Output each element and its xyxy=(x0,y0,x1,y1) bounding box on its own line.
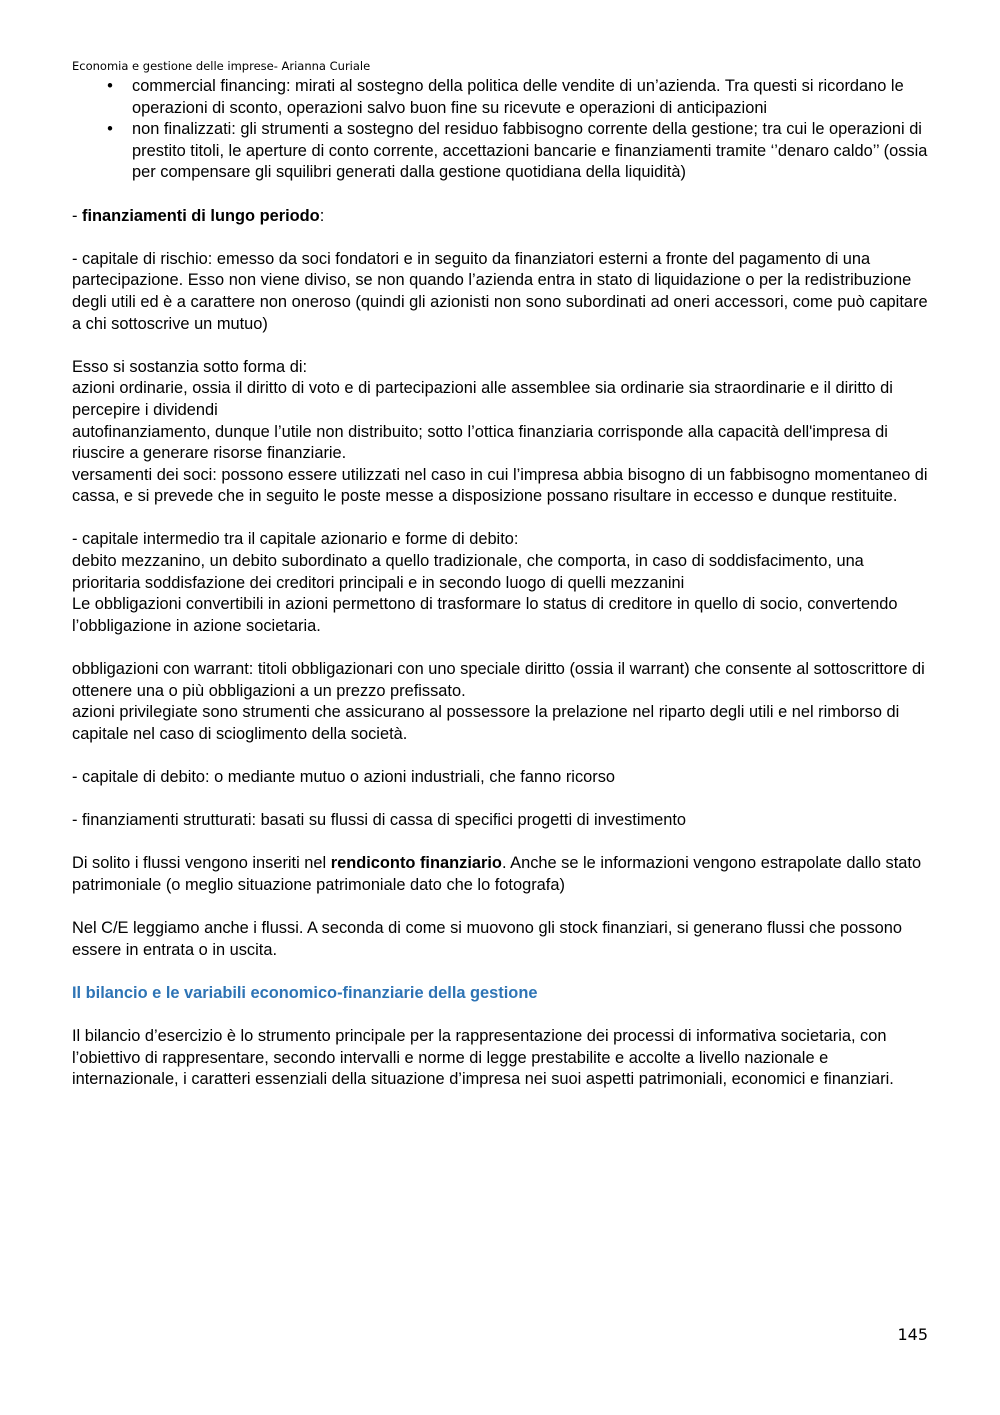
colon-suffix: : xyxy=(319,206,325,225)
bullet-list xyxy=(72,76,932,184)
rendiconto-paragraph xyxy=(72,853,932,896)
autofinanziamento-paragraph: autofinanziamento, dunque l’utile non distribuito; sotto l’ottica finanziaria corrisponde alla capacità dell'impresa di riuscire a generare risorse finanziarie. xyxy=(72,422,888,463)
lungo-periodo-bold: finanziamenti di lungo periodo xyxy=(82,206,320,225)
page-header: Economia e gestione delle imprese- Arianna Curiale xyxy=(72,59,371,73)
bullet-dot-icon: • xyxy=(107,120,113,139)
rendiconto-after: . Anche se le informazioni vengono estrapolate dallo stato patrimoniale (o meglio situazione patrimoniale dato che lo fotografa) xyxy=(72,854,922,894)
azioni-ordinarie-paragraph: azioni ordinarie, ossia il diritto di voto e di partecipazioni alle assemblee sia ordinarie sia straordinarie e il diritto di percepire i dividendi xyxy=(72,379,893,419)
section-heading: Il bilancio e le variabili economico-finanziarie della gestione xyxy=(72,983,538,1002)
page-number: 145 xyxy=(897,1325,928,1344)
list-item xyxy=(72,119,932,184)
forme-intro: Esso si sostanzia sotto forma di: xyxy=(72,357,308,376)
convertibili-paragraph: Le obbligazioni convertibili in azioni permettono di trasformare lo status di creditore in quello di socio, convertendo l’obbligazione in azione societaria. xyxy=(72,595,898,635)
dash-prefix: - xyxy=(72,206,83,225)
rendiconto-before: Di solito i flussi vengono inseriti nel xyxy=(72,854,331,873)
lungo-periodo-line xyxy=(72,206,932,228)
page-content xyxy=(72,76,932,1091)
list-item-text: non finalizzati: gli strumenti a sostegno del residuo fabbisogno corrente della gestione; tra cui le operazioni di prestito titoli, le aperture di conto corrente, accettazioni bancarie e finanziamenti tramite ‘’denaro caldo’’ (ossia per compensare gli squilibri generati dalla gestione quotidiana della liquidità) xyxy=(132,120,928,182)
bullet-dot-icon: • xyxy=(107,77,113,95)
rendiconto-bold: rendiconto finanziario xyxy=(330,854,502,873)
privilegiate-paragraph: azioni privilegiate sono strumenti che assicurano al possessore la prelazione nel riparto degli utili e nel rimborso di capitale nel caso di scioglimento della società. xyxy=(72,703,900,743)
ce-paragraph: Nel C/E leggiamo anche i flussi. A seconda di come si muovono gli stock finanziari, si generano flussi che possono essere in entrata o in uscita. xyxy=(72,919,902,959)
list-item xyxy=(72,76,932,119)
capitale-rischio-paragraph: - capitale di rischio: emesso da soci fondatori e in seguito da finanziatori esterni a fronte del pagamento di una partecipazione. Esso non viene diviso, se non quando l’azienda entra in stato di liquidazione o per la redistribuzione degli utili ed è a carattere non oneroso (quindi gli azionisti non sono subordinati ad oneri accessori, come può capitare a chi sottoscrive un mutuo) xyxy=(72,249,928,333)
mezzanino-paragraph: debito mezzanino, un debito subordinato a quello tradizionale, che comporta, in caso di soddisfacimento, una prioritaria soddisfazione dei creditori principali e in secondo luogo di quelli mezzanini xyxy=(72,552,864,592)
versamenti-paragraph: versamenti dei soci: possono essere utilizzati nel caso in cui l’impresa abbia bisogno di un fabbisogno momentaneo di cassa, e si prevede che in seguito le poste messe a disposizione possano risultare in eccesso e dunque restituite. xyxy=(72,465,928,506)
strutturati-line: - finanziamenti strutturati: basati su flussi di cassa di specifici progetti di investimento xyxy=(72,811,687,830)
capitale-debito-line: - capitale di debito: o mediante mutuo o azioni industriali, che fanno ricorso xyxy=(72,768,616,786)
warrant-paragraph: obbligazioni con warrant: titoli obbligazionari con uno speciale diritto (ossia il warrant) che consente al sottoscrittore di ottenere una o più obbligazioni a un prezzo prefissato. xyxy=(72,660,925,700)
list-item-text: commercial financing: mirati al sostegno della politica delle vendite di un’azienda. Tra questi si ricordano le operazioni di sconto, operazioni salvo buon fine su ricevute e operazioni di anticipazioni xyxy=(132,77,904,117)
bilancio-paragraph: Il bilancio d’esercizio è lo strumento principale per la rappresentazione dei processi di informativa societaria, con l’obiettivo di rappresentare, secondo intervalli e norme di legge prestabilite e accolte a livello nazionale e internazionale, i caratteri essenziali della situazione d’impresa nei suoi aspetti patrimoniali, economici e finanziari. xyxy=(72,1027,894,1089)
intermedio-title: - capitale intermedio tra il capitale azionario e forme di debito: xyxy=(72,530,519,549)
